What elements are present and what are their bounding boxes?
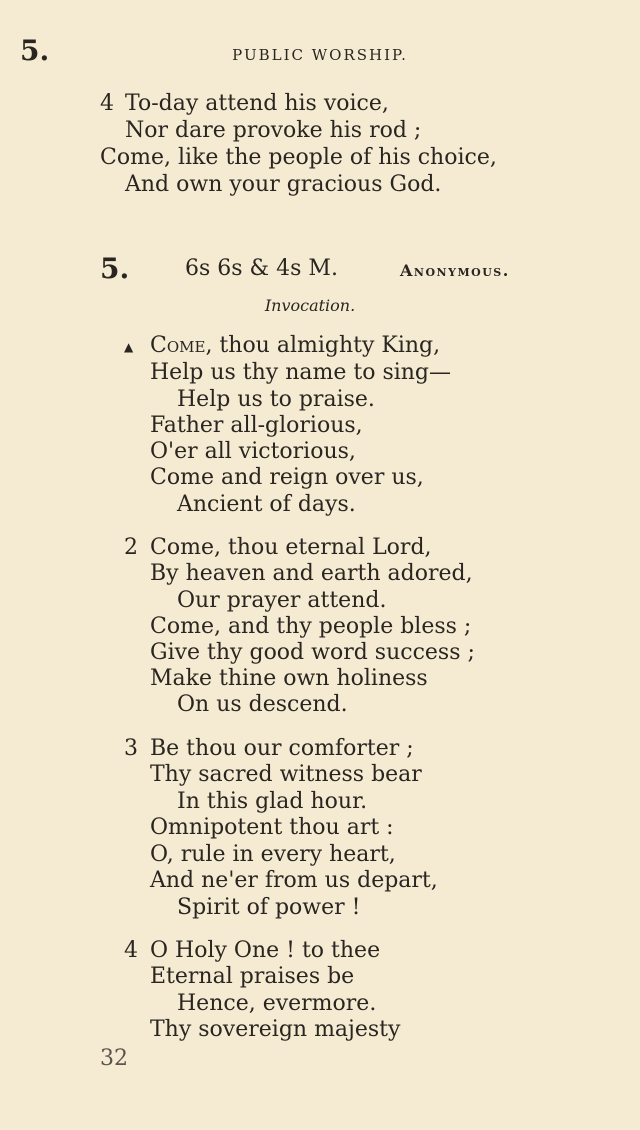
verse-line: Help us thy name to sing—: [150, 360, 452, 385]
hymn-number: 5.: [100, 252, 130, 285]
verse-line: [150, 335, 440, 357]
verse-line: Give thy good word success ;: [150, 640, 475, 665]
verse-line: Help us to praise.: [177, 387, 375, 412]
page-number: 5.: [20, 34, 50, 67]
verse-line: O'er all victorious,: [150, 439, 356, 464]
verse-line: Eternal praises be: [150, 964, 355, 989]
first-line-rest: thou almighty King,: [212, 333, 441, 358]
verse-line: On us descend.: [177, 692, 348, 717]
first-word: Come,: [150, 333, 213, 358]
verse-line: O Holy One ! to thee: [150, 938, 381, 963]
verse-line: Come, and thy people bless ;: [150, 614, 472, 639]
prior-line: Nor dare provoke his rod ;: [125, 118, 422, 143]
prior-line: Come, like the people of his choice,: [100, 145, 497, 170]
hymn-author: Anonymous.: [400, 261, 510, 280]
verse-line: Father all-glorious,: [150, 413, 363, 438]
verse-line: Thy sacred witness bear: [150, 762, 422, 787]
verse-line: Make thine own holiness: [150, 666, 428, 691]
running-title: PUBLIC WORSHIP.: [232, 46, 408, 64]
verse-mark: ▲: [124, 340, 134, 354]
verse-line: Our prayer attend.: [177, 588, 387, 613]
hymn-title: Invocation.: [264, 296, 356, 315]
verse-line: Come and reign over us,: [150, 465, 424, 490]
verse-line: Be thou our comforter ;: [150, 736, 414, 761]
signature-mark: 32: [100, 1046, 128, 1071]
verse-number: 4: [124, 938, 138, 963]
hymn-meter: 6s 6s & 4s M.: [185, 256, 338, 281]
verse-number: 3: [124, 736, 138, 761]
prior-line: And own your gracious God.: [125, 172, 442, 197]
prior-verse-number: 4: [100, 91, 114, 116]
verse-line: Hence, evermore.: [177, 991, 377, 1016]
verse-number: 2: [124, 535, 138, 560]
verse-line: In this glad hour.: [177, 789, 368, 814]
verse-line: By heaven and earth adored,: [150, 561, 473, 586]
verse-line: Come, thou eternal Lord,: [150, 535, 432, 560]
verse-line: Thy sovereign majesty: [150, 1017, 401, 1042]
verse-line: And ne'er from us depart,: [150, 868, 438, 893]
verse-line: Spirit of power !: [177, 895, 361, 920]
verse-line: Omnipotent thou art :: [150, 815, 394, 840]
prior-line: To-day attend his voice,: [125, 91, 389, 116]
verse-line: O, rule in every heart,: [150, 842, 396, 867]
verse-line: Ancient of days.: [177, 492, 356, 517]
